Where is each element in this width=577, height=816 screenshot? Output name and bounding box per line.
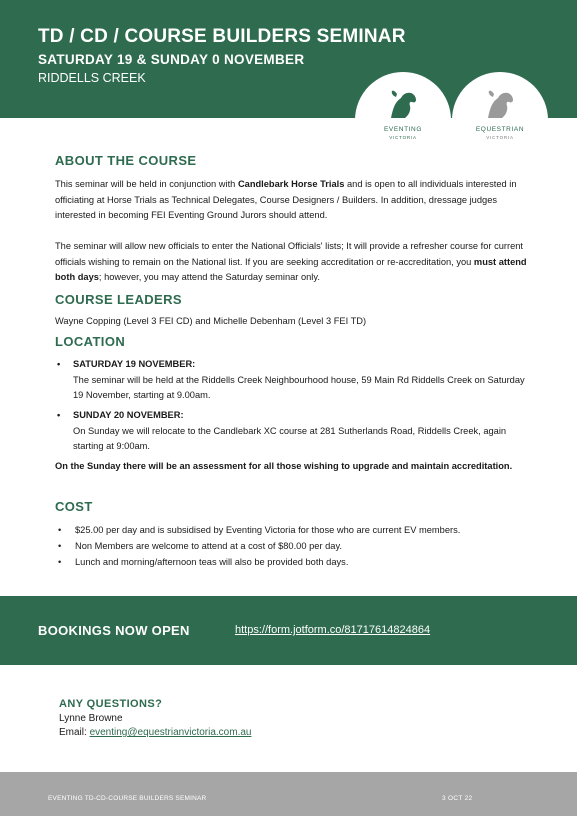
- horse-head-icon: [383, 88, 423, 124]
- cost-item-text: Lunch and morning/afternoon teas will also be provided both days.: [75, 557, 349, 567]
- bullet: •: [57, 410, 61, 420]
- about-p1-text-end: and is open to all individuals interested in officiating at Horse Trials as Technical Delegates, Course Designers / Builders. In addition, dressage judges interested in becoming FEI Eventing Ground Jurors should attend.: [55, 179, 517, 220]
- cost-heading: COST: [55, 499, 93, 514]
- location-heading: LOCATION: [55, 334, 126, 349]
- about-p2-text: The seminar will allow new officials to enter the National Officials' lists; It will provide a refresher course for current officials wishing to remain on the National list. If you are seeking accreditation or re-accreditation, you: [55, 241, 524, 267]
- about-p2-text-end: ; however, you may attend the Saturday seminar only.: [98, 272, 320, 282]
- equestrian-victoria-logo: [452, 72, 548, 168]
- contact-email-line: [59, 727, 251, 738]
- booking-form-link[interactable]: https://form.jotform.co/81717614824864: [235, 624, 431, 636]
- attendance-requirement: must attend both days: [55, 256, 527, 282]
- bullet: •: [57, 359, 61, 369]
- event-name: Candlebark Horse Trials: [237, 179, 345, 189]
- about-heading: ABOUT THE COURSE: [55, 153, 197, 168]
- location-item-text: The seminar will be held at the Riddells Creek Neighbourhood house, 59 Main Rd Riddells Creek on Saturday 19 November, starting at 9.00am.: [73, 374, 525, 400]
- bullet: •: [58, 557, 62, 567]
- contact-email-link[interactable]: eventing@equestrianvictoria.com.au: [89, 727, 252, 738]
- equestrian-logo-subtext: VICTORIA: [486, 135, 514, 140]
- footer-bar: [0, 772, 577, 816]
- eventing-victoria-logo: [355, 72, 451, 168]
- about-p1-text: This seminar will be held in conjunction with: [55, 179, 238, 189]
- location-item-saturday: [55, 357, 535, 405]
- event-location: RIDDELLS CREEK: [38, 71, 146, 85]
- location-item-text: On Sunday we will relocate to the Candlebark XC course at 281 Sutherlands Road, Riddells Creek, again starting at 9:00am.: [73, 425, 507, 451]
- page-title: TD / CD / COURSE BUILDERS SEMINAR: [38, 26, 406, 47]
- bullet: •: [58, 525, 62, 535]
- assessment-note: On the Sunday there will be an assessment for all those wishing to upgrade and maintain accreditation.: [55, 461, 513, 471]
- eventing-logo-text: EVENTING: [383, 126, 423, 133]
- footer-document-title: EVENTING TD-CD-COURSE BUILDERS SEMINAR: [48, 795, 207, 802]
- location-item-title: SATURDAY 19 NOVEMBER:: [73, 359, 196, 369]
- footer-date: 3 OCT 22: [442, 795, 473, 802]
- eventing-logo-subtext: VICTORIA: [389, 135, 417, 140]
- email-label: Email:: [59, 727, 90, 738]
- about-paragraph-2: [55, 239, 535, 286]
- bookings-label: BOOKINGS NOW OPEN: [38, 623, 190, 638]
- about-paragraph-1: [55, 177, 535, 224]
- horse-head-icon: [480, 88, 520, 124]
- contact-name: Lynne Browne: [59, 713, 123, 724]
- bookings-banner: [0, 596, 577, 665]
- questions-heading: ANY QUESTIONS?: [59, 698, 163, 710]
- leaders-heading: COURSE LEADERS: [55, 292, 182, 307]
- location-item-sunday: [55, 408, 535, 456]
- cost-item-text: $25.00 per day and is subsidised by Eventing Victoria for those who are current EV members.: [75, 525, 461, 535]
- leaders-text: Wayne Copping (Level 3 FEI CD) and Michelle Debenham (Level 3 FEI TD): [55, 316, 367, 326]
- event-dates: SATURDAY 19 & SUNDAY 0 NOVEMBER: [38, 52, 305, 67]
- bullet: •: [58, 541, 62, 551]
- location-item-title: SUNDAY 20 NOVEMBER:: [73, 410, 184, 420]
- cost-item-text: Non Members are welcome to attend at a cost of $80.00 per day.: [75, 541, 342, 551]
- equestrian-logo-text: EQUESTRIAN: [475, 126, 525, 133]
